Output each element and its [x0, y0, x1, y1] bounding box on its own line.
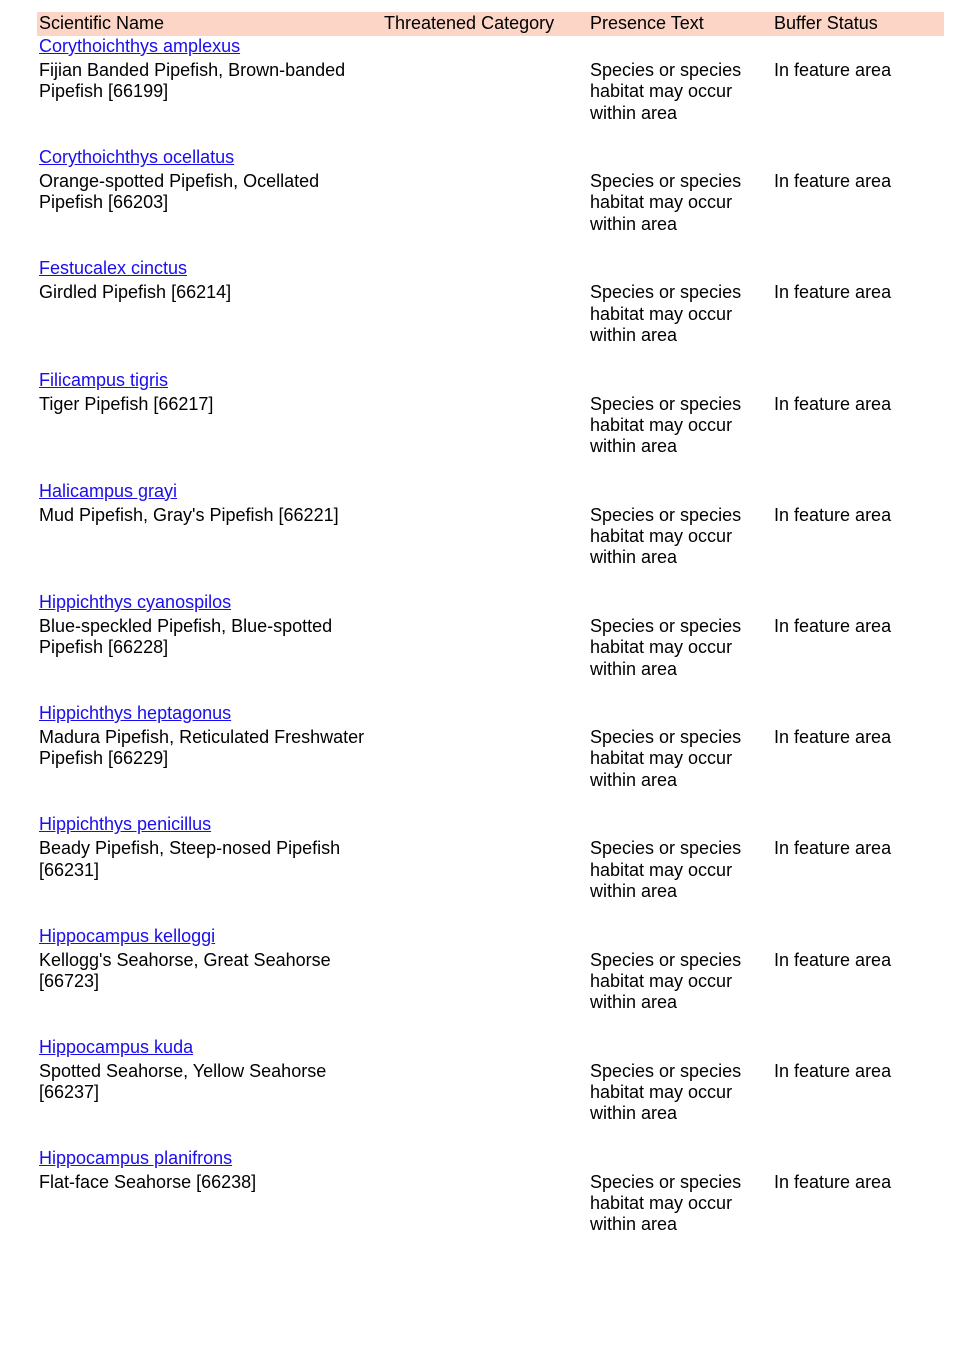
scientific-name-link[interactable]: Hippocampus planifrons [39, 1147, 233, 1168]
common-name: Girdled Pipefish [66214] [39, 282, 232, 303]
presence-text-cell: Species or species habitat may occur within area [590, 949, 742, 1013]
scientific-name-link[interactable]: Halicampus grayi [39, 480, 178, 501]
buffer-status-cell: In feature area [774, 838, 892, 859]
table-row [37, 36, 944, 147]
header-scientific-name: Scientific Name [39, 13, 165, 33]
common-name: Fijian Banded Pipefish, Brown-banded Pipefish [66199] [39, 60, 346, 102]
scientific-name-link[interactable]: Hippichthys cyanospilos [39, 591, 232, 612]
header-threatened-category: Threatened Category [384, 13, 555, 33]
table-row [37, 814, 944, 925]
table-row [37, 258, 944, 369]
scientific-name-link[interactable]: Hippocampus kuda [39, 1036, 194, 1057]
header-presence-text: Presence Text [590, 13, 704, 33]
presence-text-cell: Species or species habitat may occur within area [590, 838, 742, 901]
table-row [37, 592, 944, 703]
table-row [37, 370, 944, 481]
presence-text-cell: Species or species habitat may occur within area [590, 1171, 742, 1235]
scientific-name-link[interactable]: Corythoichthys ocellatus [39, 147, 235, 168]
buffer-status-cell: In feature area [774, 171, 892, 192]
table-row [37, 926, 944, 1037]
scientific-name-link[interactable]: Filicampus tigris [39, 369, 169, 390]
common-name: Tiger Pipefish [66217] [39, 393, 214, 414]
common-name: Orange-spotted Pipefish, Ocellated Pipefish [66203] [39, 171, 320, 213]
header-buffer-status: Buffer Status [774, 13, 878, 33]
common-name: Beady Pipefish, Steep-nosed Pipefish [66231] [39, 838, 341, 880]
buffer-status-cell: In feature area [774, 60, 892, 80]
table-body [37, 36, 944, 1259]
buffer-status-cell: In feature area [774, 615, 892, 636]
presence-text-cell: Species or species habitat may occur within area [590, 1060, 742, 1124]
table-row [37, 481, 944, 592]
common-name: Flat-face Seahorse [66238] [39, 1171, 257, 1192]
common-name: Blue-speckled Pipefish, Blue-spotted Pipefish [66228] [39, 615, 333, 658]
presence-text-cell: Species or species habitat may occur within area [590, 171, 742, 234]
common-name: Mud Pipefish, Gray's Pipefish [66221] [39, 504, 339, 525]
presence-text-cell: Species or species habitat may occur within area [590, 282, 742, 345]
scientific-name-link[interactable]: Hippichthys heptagonus [39, 703, 232, 724]
common-name: Spotted Seahorse, Yellow Seahorse [66237] [39, 1060, 327, 1102]
scientific-name-link[interactable]: Hippichthys penicillus [39, 814, 212, 835]
buffer-status-cell: In feature area [774, 393, 892, 414]
presence-text-cell: Species or species habitat may occur within area [590, 727, 742, 790]
common-name: Kellogg's Seahorse, Great Seahorse [66723] [39, 949, 331, 991]
table-row [37, 703, 944, 814]
presence-text-cell: Species or species habitat may occur within area [590, 393, 742, 457]
species-table [37, 12, 944, 1259]
table-row [37, 147, 944, 258]
presence-text-cell: Species or species habitat may occur within area [590, 60, 742, 123]
presence-text-cell: Species or species habitat may occur within area [590, 504, 742, 568]
presence-text-cell: Species or species habitat may occur within area [590, 615, 742, 679]
common-name: Madura Pipefish, Reticulated Freshwater Pipefish [66229] [39, 727, 365, 769]
buffer-status-cell: In feature area [774, 1171, 892, 1192]
buffer-status-cell: In feature area [774, 727, 892, 748]
scientific-name-link[interactable]: Hippocampus kelloggi [39, 925, 216, 946]
table-row [37, 1037, 944, 1148]
scientific-name-link[interactable]: Festucalex cinctus [39, 258, 188, 279]
table-row [37, 1148, 944, 1259]
buffer-status-cell: In feature area [774, 949, 892, 970]
buffer-status-cell: In feature area [774, 282, 892, 303]
table-header-row [37, 12, 944, 36]
scientific-name-link[interactable]: Corythoichthys amplexus [39, 36, 241, 56]
buffer-status-cell: In feature area [774, 1060, 892, 1081]
buffer-status-cell: In feature area [774, 504, 892, 525]
